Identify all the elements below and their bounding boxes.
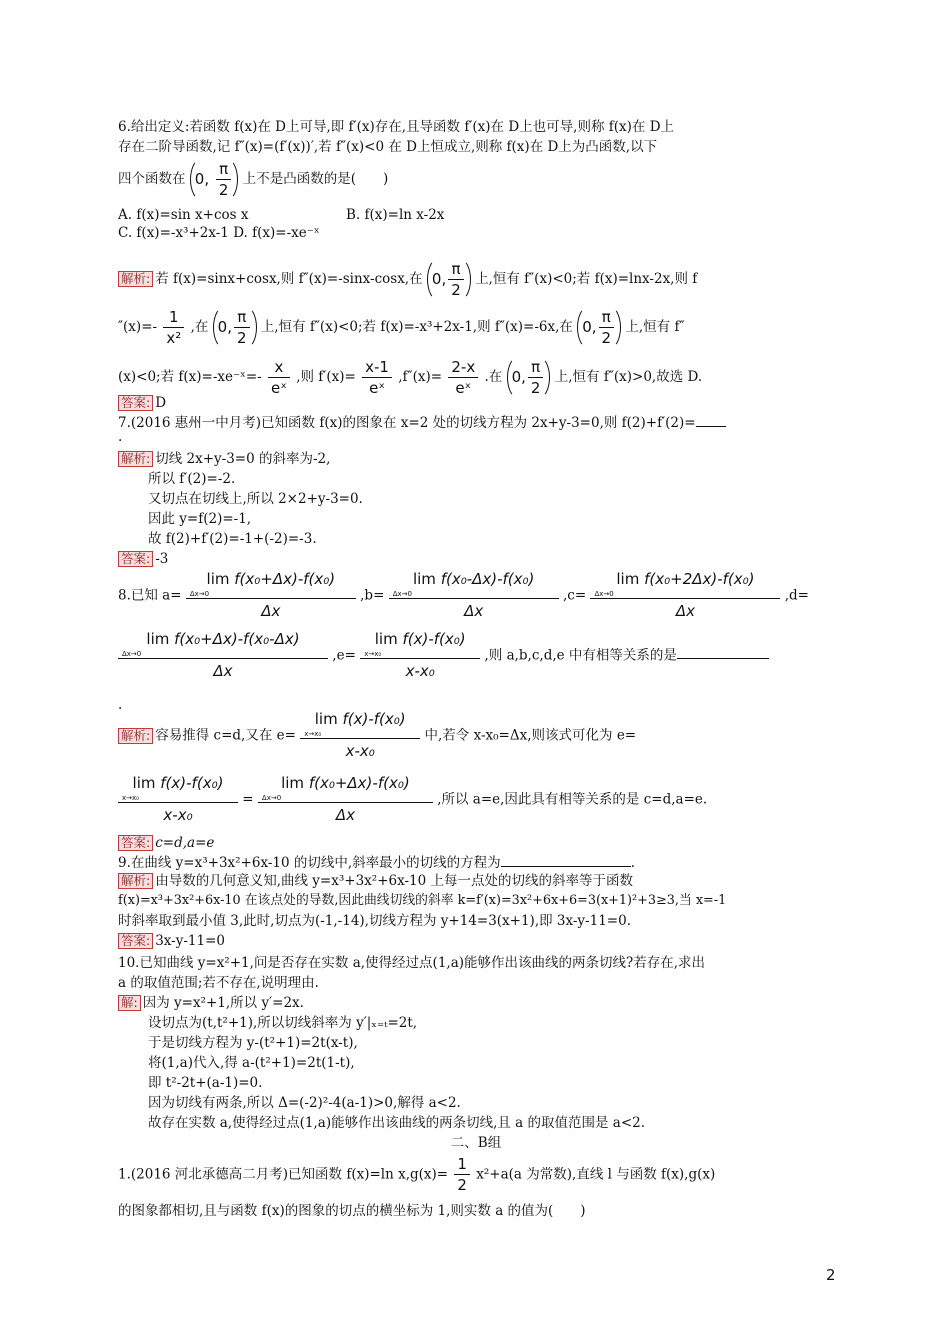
solution-tag: 解析:: [118, 271, 153, 287]
q10-solution-1: 解: 因为 y=x²+1,所以 y′=2x.: [118, 994, 304, 1012]
q10-solution-4: 将(1,a)代入,得 a-(t²+1)=2t(1-t),: [148, 1055, 355, 1071]
q7-line1: 7.(2016 惠州一中月考)已知函数 f(x)的图象在 x=2 处的切线方程为 2x+y-3=0,则 f(2)+f′(2)=: [118, 412, 726, 432]
q10-line1: 10.已知曲线 y=x²+1,问是否存在实数 a,使得经过点(1,a)能够作出该曲线的两条切线?若存在,求出: [118, 955, 706, 971]
q9-answer: 答案: 3x-y-11=0: [118, 932, 225, 950]
answer-tag: 答案:: [118, 395, 153, 411]
answer-blank: [696, 412, 726, 427]
q10-solution-5: 即 t²-2t+(a-1)=0.: [148, 1075, 263, 1091]
q7-solution-1: 解析: 切线 2x+y-3=0 的斜率为-2,: [118, 450, 330, 468]
q8-line1: 8.已知 a= lim f(x₀+Δx)-f(x₀) Δx→0 Δx ,b= lim f(x₀-Δx)-f(x₀) Δx→0 Δx ,c= lim f(x₀+2Δx)-f(x₀) Δx→0 Δx ,d=: [118, 570, 809, 620]
q10-line2: a 的取值范围;若不存在,说明理由.: [118, 975, 319, 991]
q10-solution-6: 因为切线有两条,所以 Δ=(-2)²-4(a-1)>0,解得 a<2.: [148, 1095, 461, 1111]
q10-solution-3: 于是切线方程为 y-(t²+1)=2t(x-t),: [148, 1035, 358, 1051]
q6-solution-line2: ″(x)=- $\frac{1}{\text{x²}}$ ,在 0, $\frac{\pi}{2}$ 上,恒有 f″(x)<0;若 f(x)=-x³+2x-1,则 f″(x)=-6x,在 0, $\frac{\pi}{2}$ 上,恒有 f″: [118, 308, 685, 347]
interval-0-pi-2: 0, $\frac{\pi}{2}$: [190, 158, 239, 201]
q10-solution-2: 设切点为(t,t²+1),所以切线斜率为 y′|ₓ₌ₜ=2t,: [148, 1015, 418, 1031]
q6-line3: 四个函数在 0, $\frac{\pi}{2}$ 上不是凸函数的是( ): [118, 160, 389, 199]
q8-solution-2: lim f(x)-f(x₀) x→x₀ x-x₀ = lim f(x₀+Δx)-f(x₀) Δx→0 Δx ,所以 a=e,因此具有相等关系的是 c=d,a=e.: [118, 772, 707, 827]
q10-solution-7: 故存在实数 a,使得经过点(1,a)能够作出该曲线的两条切线,且 a 的取值范围是 a<2.: [148, 1115, 646, 1131]
q6-solution-line1: 解析: 若 f(x)=sinx+cosx,则 f″(x)=-sinx-cosx,在 0, $\frac{\pi}{2}$ 上,恒有 f″(x)<0;若 f(x)=lnx-2x,则 f: [118, 258, 697, 301]
q7-solution-3: 又切点在切线上,所以 2×2+y-3=0.: [148, 491, 363, 507]
q7-solution-4: 因此 y=f(2)=-1,: [148, 511, 252, 527]
q7-solution-5: 故 f(2)+f′(2)=-1+(-2)=-3.: [148, 531, 317, 547]
q9-line1: 9.在曲线 y=x³+3x²+6x-10 的切线中,斜率最小的切线的方程为 .: [118, 852, 635, 872]
q6-option-b: B. f(x)=ln x-2x: [346, 207, 445, 223]
q8-solution-1: 解析: 容易推得 c=d,又在 e= lim f(x)-f(x₀) x→x₀ x-x₀ 中,若令 x-x₀=Δx,则该式可化为 e=: [118, 708, 636, 763]
b1-line1: 1.(2016 河北承德高二月考)已知函数 f(x)=ln x,g(x)= $\frac{1}{2}$ x²+a(a 为常数),直线 l 与函数 f(x),g(x): [118, 1155, 716, 1194]
section-b-heading: 二、B组: [450, 1135, 502, 1151]
q8-answer: 答案: c=d,a=e: [118, 834, 214, 852]
q7-line1-tail: .: [118, 429, 123, 445]
q6-line2: 存在二阶导函数,记 f″(x)=(f′(x))′,若 f″(x)<0 在 D上恒成立,则称 f(x)在 D上为凸函数,以下: [118, 139, 658, 155]
q6-answer: 答案: D: [118, 394, 166, 412]
q9-solution-1: 解析: 由导数的几何意义知,曲线 y=x³+3x²+6x-10 上每一点处的切线的斜率等于函数: [118, 872, 633, 890]
page-number: 2: [826, 1266, 836, 1284]
q9-solution-3: 时斜率取到最小值 3,此时,切点为(-1,-14),切线方程为 y+14=3(x+1),即 3x-y-11=0.: [118, 913, 631, 929]
answer-blank: [501, 852, 631, 867]
q8-dot: .: [118, 697, 123, 713]
q6-option-a: A. f(x)=sin x+cos x: [118, 207, 249, 223]
q6-solution-line3: (x)<0;若 f(x)=-xe⁻ˣ=- $\frac{x}{\text{eˣ}}$ ,则 f′(x)= $\frac{x-1}{\text{eˣ}}$ ,f″(x)= $\frac{2-x}{\text{eˣ}}$ .在 0, $\frac{\pi}{2}$ 上,恒有 f″(x)>0,故选 D.: [118, 358, 703, 397]
q6-option-cd: C. f(x)=-x³+2x-1 D. f(x)=-xe⁻ˣ: [118, 225, 320, 241]
q9-solution-2: f(x)=x³+3x²+6x-10 在该点处的导数,因此曲线切线的斜率 k=f′(x)=3x²+6x+6=3(x+1)²+3≥3,当 x=-1: [118, 893, 727, 908]
q7-solution-2: 所以 f′(2)=-2.: [148, 471, 236, 487]
q7-answer: 答案: -3: [118, 550, 168, 568]
q6-line1: 6.给出定义:若函数 f(x)在 D上可导,即 f′(x)存在,且导函数 f′(x)在 D上也可导,则称 f(x)在 D上: [118, 119, 675, 135]
b1-line2: 的图象都相切,且与函数 f(x)的图象的切点的横坐标为 1,则实数 a 的值为( ): [118, 1203, 586, 1219]
q8-line2: lim f(x₀+Δx)-f(x₀-Δx) Δx→0 Δx ,e= lim f(x)-f(x₀) x→x₀ x-x₀ ,则 a,b,c,d,e 中有相等关系的是: [118, 628, 769, 683]
answer-blank: [677, 644, 769, 659]
